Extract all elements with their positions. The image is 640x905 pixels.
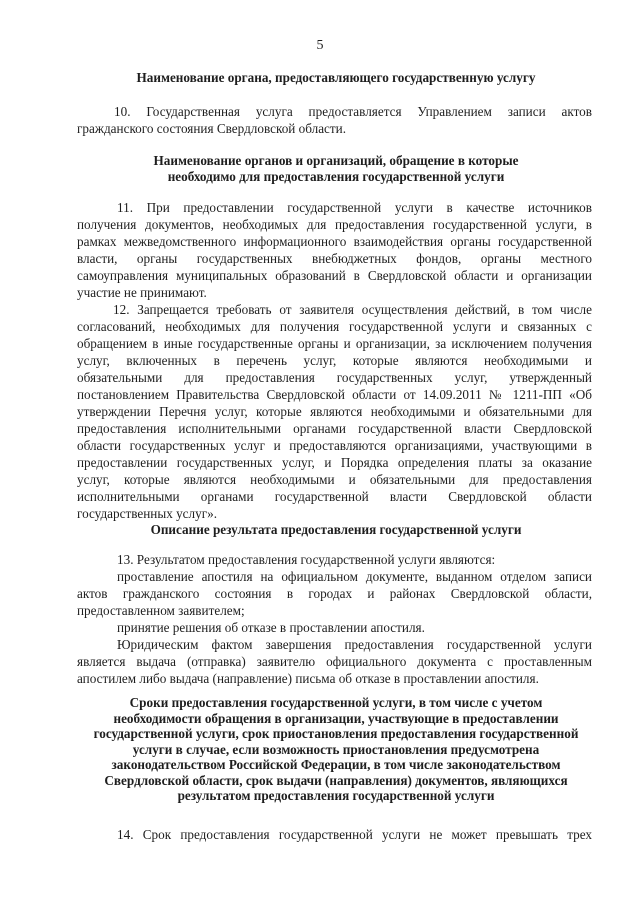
section-heading-organizations xyxy=(80,153,592,184)
para-11-line: 11. При предоставлении государственной услуги в качестве источников xyxy=(117,200,592,215)
para-12-line: области государственных услуг и предоставляются организациями, участвующими в xyxy=(77,438,592,453)
para-12-line: предоставления исполнительными органами государственной власти Свердловской xyxy=(77,421,592,436)
para-12-line: утверждении Перечня услуг, которые являются необходимыми и обязательными для xyxy=(77,404,592,419)
heading-line: Свердловской области, срок выдачи (направления) документов, являющихся xyxy=(104,772,568,788)
para-10-line: гражданского состояния Свердловской области. xyxy=(77,121,347,136)
para-12-line: услуг, включенных в перечень услуг, которые являются необходимыми и xyxy=(77,353,592,368)
para-11-line: участие не принимают. xyxy=(77,285,207,300)
result-item-line: проставление апостиля на официальном документе, выданном отделом записи xyxy=(117,569,592,584)
para-13-line: 13. Результатом предоставления государственной услуги являются: xyxy=(117,552,496,567)
para-12-line: 12. Запрещается требовать от заявителя осуществления действий, в том числе xyxy=(113,302,592,317)
para-12-line: государственных услуг». xyxy=(77,506,218,521)
para-11-line: рамках межведомственного информационного взаимодействия органы государственной xyxy=(77,234,592,249)
para-12-line: услуг, которые являются необходимыми и обязательными для предоставления xyxy=(77,472,592,487)
result-item-line: предоставленном заявителем; xyxy=(77,603,245,618)
result-item-line: принятие решения об отказе в проставлении апостиля. xyxy=(117,620,425,635)
heading-line: Наименование органов и организаций, обращение в которые xyxy=(153,153,519,168)
para-11-line: власти, органы государственных внебюджетных фондов, органы местного xyxy=(77,251,592,266)
para-12-line: исполнительными органами государственной власти Свердловской области xyxy=(77,489,592,504)
heading-line: результатом предоставления государственной услуги xyxy=(177,788,495,803)
heading-line: законодательством Российской Федерации, в том числе законодательством xyxy=(111,757,561,772)
heading-line: услуги в случае, если возможность приостановления предусмотрена xyxy=(132,741,540,757)
heading-line: государственной услуги, срок приостановления предоставления государственной xyxy=(93,726,579,741)
heading-line: Сроки предоставления государственной услуги, в том числе с учетом xyxy=(129,695,543,710)
para-12-line: обращением в иные государственные органы и организации, за исключением получения xyxy=(77,336,592,351)
section-heading-result xyxy=(80,522,592,538)
legal-fact-line: Юридическим фактом завершения предоставления государственной услуги xyxy=(117,637,592,652)
para-12-line: согласований, необходимых для получения государственной услуги и связанных с xyxy=(77,319,592,334)
legal-fact-line: апостилем либо выдача (направление) письма об отказе в проставлении апостиля. xyxy=(77,671,539,686)
legal-fact-line: является выдача (отправка) заявителю официального документа с проставленным xyxy=(77,654,592,669)
para-12-line: предоставлении государственных услуг, и Порядка определения платы за оказание xyxy=(77,455,592,470)
heading-line: необходимо для предоставления государственной услуги xyxy=(167,168,505,184)
section-heading-deadlines xyxy=(80,695,592,804)
para-14-line: 14. Срок предоставления государственной услуги не может превышать трех xyxy=(117,827,592,842)
heading-line: необходимости обращения в организации, участвующие в предоставлении xyxy=(113,710,559,726)
para-12-line: постановлением Правительства Свердловской области от 14.09.2011 № 1211-ПП «Об xyxy=(77,387,592,402)
para-10-line: 10. Государственная услуга предоставляется Управлением записи актов xyxy=(114,104,592,119)
para-12-line: обязательными для предоставления государственных услуг, утвержденный xyxy=(77,370,592,385)
para-11-line: получения документов, необходимых для предоставления государственной услуги, в xyxy=(77,217,592,232)
section-heading-agency xyxy=(80,70,592,86)
page-number: 5 xyxy=(316,38,324,53)
para-11-line: самоуправления муниципальных образований в Свердловской области и организации xyxy=(77,268,592,283)
heading-line: Описание результата предоставления государственной услуги xyxy=(150,522,522,537)
heading-line: Наименование органа, предоставляющего государственную услугу xyxy=(136,70,536,85)
result-item-line: актов гражданского состояния в городах и районах Свердловской области, xyxy=(77,586,592,601)
